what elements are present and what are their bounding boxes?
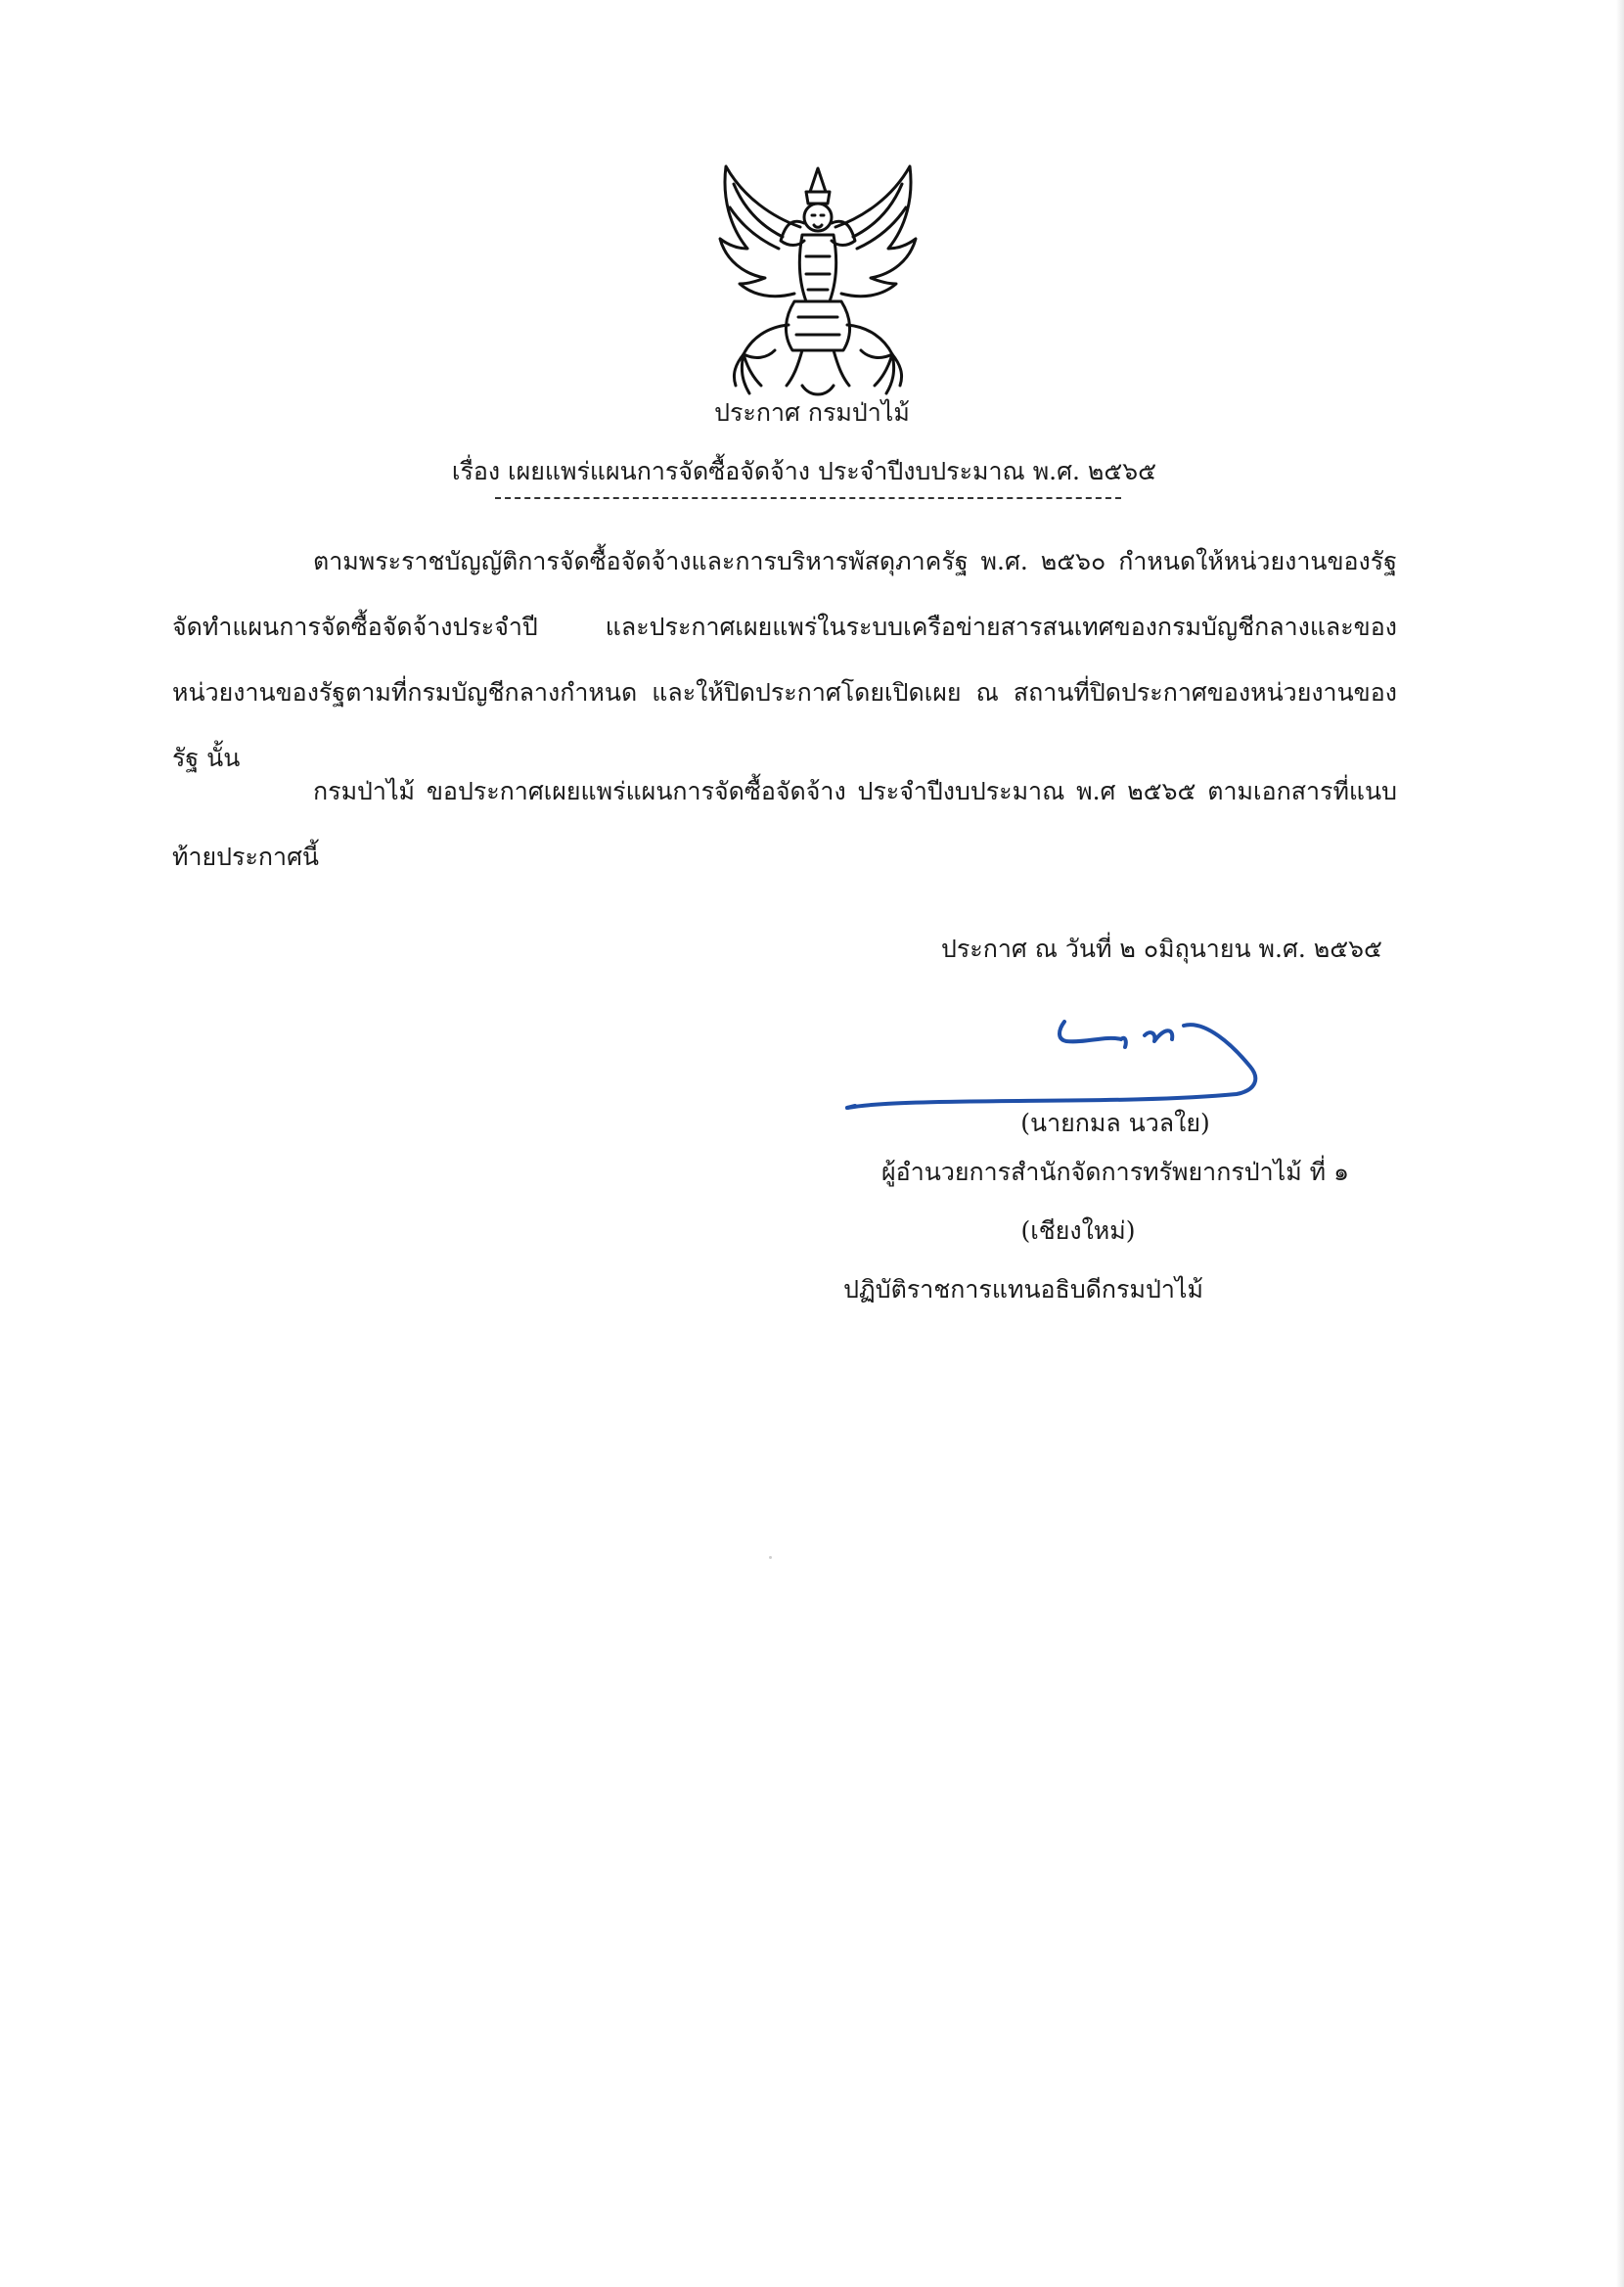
body-paragraph-2: [172, 758, 1397, 890]
scan-speck: [769, 1556, 772, 1559]
body-paragraph-2-text: กรมป่าไม้ ขอประกาศเผยแพร่แผนการจัดซื้อจัดจ้าง ประจำปีงบประมาณ พ.ศ ๒๕๖๕ ตามเอกสารที่แนบท้ายประกาศนี้: [172, 777, 1397, 871]
body-paragraph-1: [172, 528, 1397, 791]
body-paragraph-1-text: ตามพระราชบัญญัติการจัดซื้อจัดจ้างและการบริหารพัสดุภาครัฐ พ.ศ. ๒๕๖๐ กำหนดให้หน่วยงานของรัฐ จัดทำแผนการจัดซื้อจัดจ้างประจำปี และประกาศเผยแพร่ในระบบเครือข่ายสารสนเทศของกรมบัญชีกลางและของหน่วยงานของรัฐตามที่กรมบัญชีกลางกำหนด และให้ปิดประกาศโดยเปิดเผย ณ สถานที่ปิดประกาศของหน่วยงานของรัฐ นั้น: [172, 547, 1397, 772]
announcement-title: ประกาศ กรมป่าไม้: [714, 398, 910, 427]
garuda-emblem-icon: [704, 159, 931, 399]
subject-divider: [495, 497, 1121, 499]
signatory-region: (เชียงใหม่): [1020, 1216, 1136, 1245]
announcement-subject: เรื่อง เผยแพร่แผนการจัดซื้อจัดจ้าง ประจำปีงบประมาณ พ.ศ. ๒๕๖๕: [451, 457, 1157, 485]
signatory-position: ผู้อำนวยการสำนักจัดการทรัพยากรป่าไม้ ที่ ๑: [881, 1158, 1349, 1186]
signatory-name: (นายกมล นวลใย): [1020, 1109, 1210, 1137]
scan-edge-shadow: [1616, 0, 1624, 2287]
signatory-acting-title: ปฏิบัติราชการแทนอธิบดีกรมป่าไม้: [843, 1275, 1203, 1304]
announcement-date: ประกาศ ณ วันที่ ๒ ๐มิถุนายน พ.ศ. ๒๕๖๕: [941, 935, 1382, 963]
